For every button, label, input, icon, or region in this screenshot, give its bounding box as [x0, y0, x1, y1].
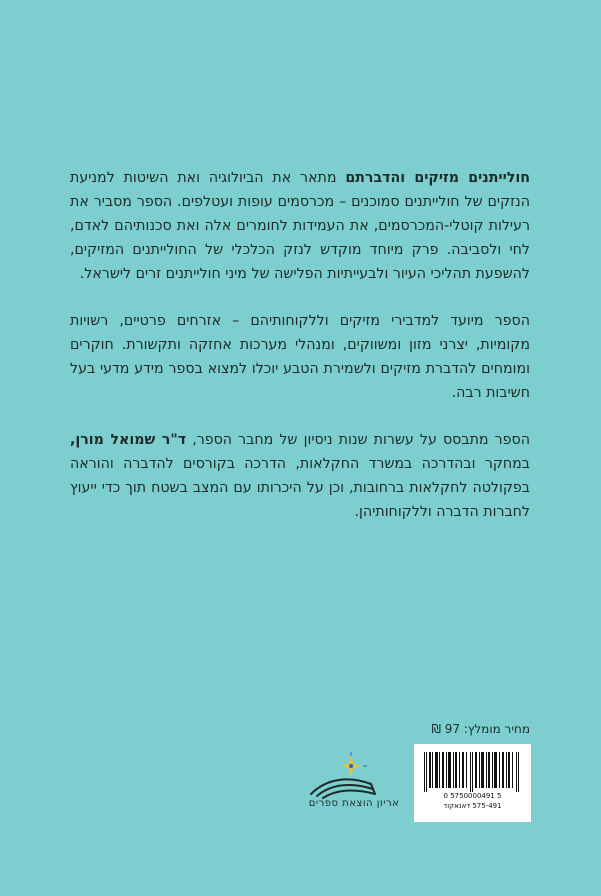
author-name: ד"ר שמואל מורן,	[70, 432, 187, 448]
publisher-name: אריון הוצאת ספרים	[308, 798, 400, 809]
blurb-paragraph-2: הספר מיועד למדבירי מזיקים וללקוחותיהם – אזרחים פרטיים, רשויות מקומיות, יצרני מזון ומשווקים, ומנהלי מערכות אחזקה ותקשורת. חוקרים ומומחים להדברת מזיקים ולשמירת הטבע יוכלו למצוא בספר מידע מדעי בעל חשיבות רבה.	[70, 313, 530, 401]
blurb-paragraph-3	[70, 428, 530, 524]
price-label: מחיר מומלץ: 97 ₪	[431, 722, 530, 736]
barcode-code: 575-491 דאנאקוד	[443, 802, 502, 810]
publisher-logo-book-icon	[311, 779, 375, 798]
blurb-paragraph-1-text: מתאר את הביולוגיה ואת השיטות למניעת הנזקים של חולייתנים סמוכנים – מכרסמים עופות ועטלפים. הספר מסביר את רעילות קוטלי-המכרסמים, את העמידות לחומרים אלה ואת סכנותיהם לאדם, לחי ולסביבה. פרק מיוחד מוקדש לנזק הכלכלי של החולייתנים המזיקים, להשפעת תהליכי העיור ולבעייתיות הפלישה של מיני חולייתנים זרים לישראל.	[70, 170, 530, 282]
publisher-logo-star-icon	[341, 752, 367, 776]
blurb-paragraph-3-start: הספר מתבסס על עשרות שנות ניסיון של מחבר הספר,	[186, 432, 530, 448]
barcode-number: 0 5750000491 5	[443, 792, 502, 800]
blurb-paragraph-3-text: במחקר ובהדרכה במשרד החקלאות, הדרכה בקורסים להדברה והוראה בפקולטה לחקלאות ברחובות, וכן על היכרותו עם המצב בשטח תוך כדי ייעוץ לחברות הדברה וללקוחותיהן.	[70, 456, 530, 520]
book-title: חולייתנים מזיקים והדברתם	[345, 170, 530, 186]
blurb-paragraph-1	[70, 166, 530, 286]
barcode-bars-icon	[424, 752, 521, 792]
barcode	[414, 744, 531, 822]
blurb	[70, 166, 530, 524]
